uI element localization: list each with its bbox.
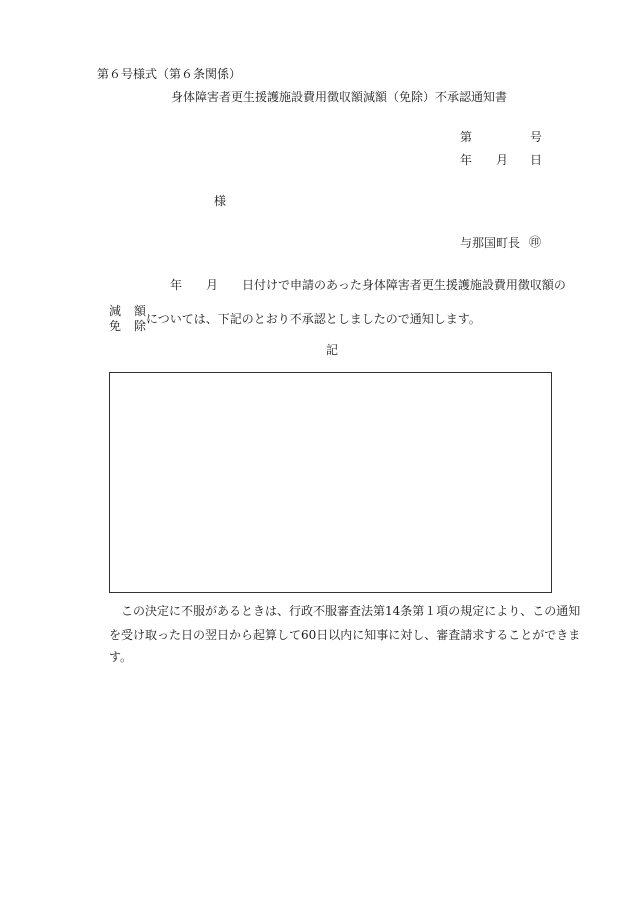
choice-exemption-char-2: 除 (134, 319, 147, 333)
application-month-label: 月 (206, 278, 219, 292)
reference-number-suffix: 号 (530, 130, 543, 144)
date-day-label: 日 (530, 153, 543, 167)
choice-reduction-char-1: 減 (109, 304, 122, 318)
date-year-label: 年 (460, 153, 473, 167)
choice-reduction-char-2: 額 (134, 304, 147, 318)
reference-number-prefix: 第 (460, 130, 473, 144)
notice-details-box (109, 372, 552, 593)
choice-exemption-char-1: 免 (109, 319, 122, 333)
date-month-label: 月 (496, 153, 509, 167)
application-year-label: 年 (170, 278, 183, 292)
appeal-notice-line-2: を受け取った日の翌日から起算して60日以内に知事に対し、審査請求することができま (109, 628, 581, 642)
addressee-honorific: 様 (214, 194, 227, 208)
appeal-notice-line-1: この決定に不服があるときは、行政不服審査法第14条第１項の規定により、この通知 (109, 604, 581, 618)
body-line-1: 日付けで申請のあった身体障害者更生援護施設費用徴収額の (242, 278, 566, 292)
body-line-2: については、下記のとおり不承認としましたので通知します。 (146, 312, 481, 326)
record-heading: 記 (326, 343, 339, 357)
form-number: 第６号様式（第６条関係） (97, 67, 242, 81)
issuer-name: 与那国町長 (460, 236, 521, 250)
appeal-notice-line-3: す。 (109, 650, 133, 664)
document-title: 身体障害者更生援護施設費用徴収額減額（免除）不承認通知書 (171, 90, 508, 104)
seal-mark: ㊞ (529, 235, 542, 249)
